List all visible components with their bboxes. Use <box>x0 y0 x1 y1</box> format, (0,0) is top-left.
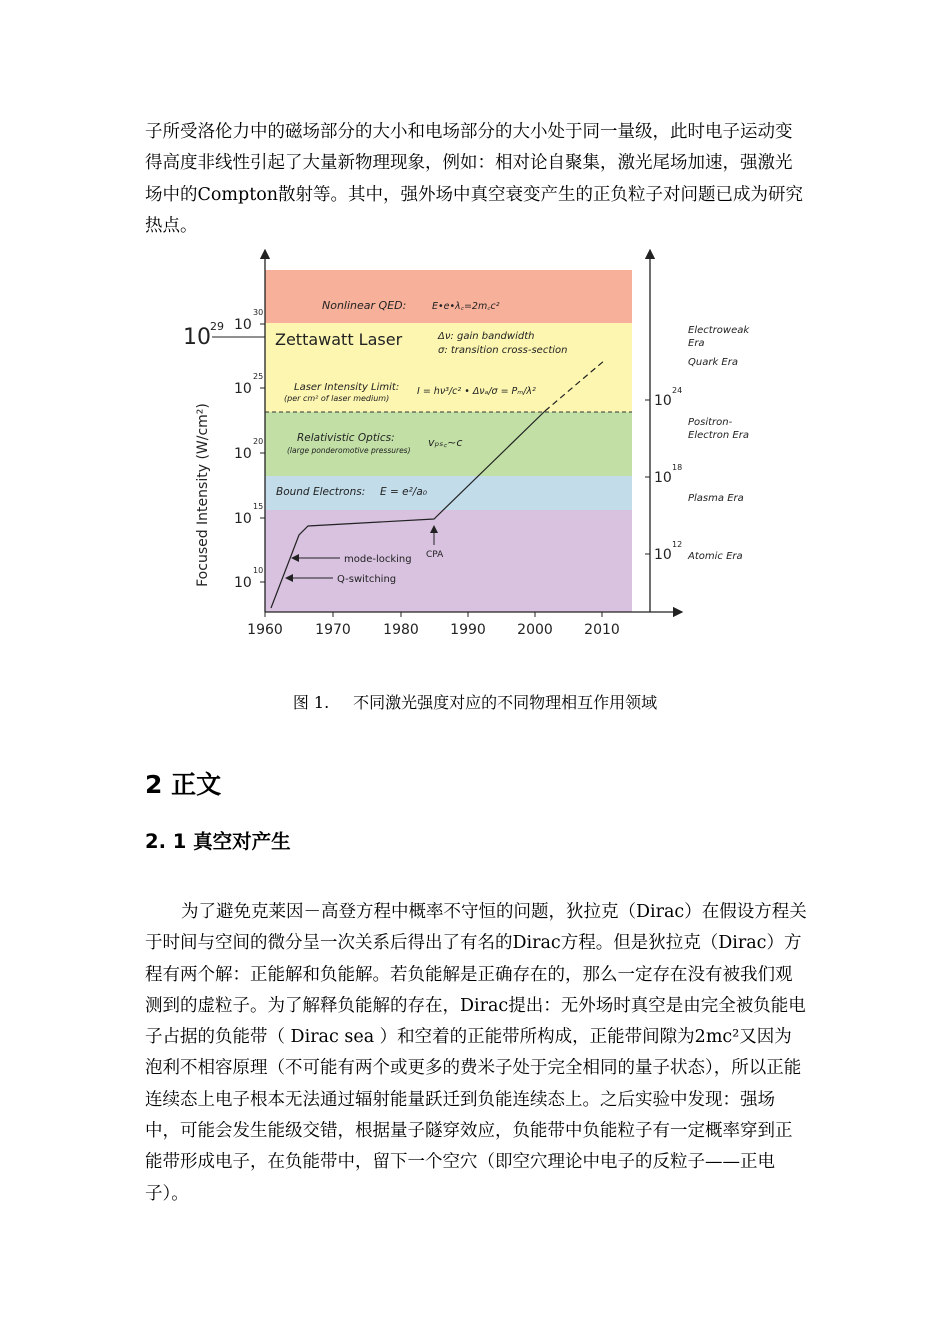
caption-text: 不同激光强度对应的不同物理相互作用领域 <box>353 693 658 712</box>
tick-1980: 1980 <box>383 622 419 638</box>
svg-text:25: 25 <box>253 372 264 381</box>
formula-relativistic: vₚₛ꜀~c <box>428 436 463 449</box>
formula-nonlinear-qed: E•e•λ꜀=2m꜀c² <box>432 301 500 312</box>
sub-relativistic: (large ponderomotive pressures) <box>287 446 411 455</box>
tick-1e20: 10 <box>234 446 252 462</box>
svg-text:18: 18 <box>672 463 683 472</box>
intro-text: 子所受洛伦力中的磁场部分的大小和电场部分的大小处于同一量级，此时电子运动变得高度非线性引起了大量新物理现象，例如：相对论自聚集，激光尾场加速，强激光场中的Compton散射等。其中，强外场中真空衰变产生的正负粒子对问题已成为研究热点。 <box>145 122 804 236</box>
formula-bound: E = e²/a₀ <box>380 486 427 498</box>
right-tick-1e18: 10 <box>654 470 672 486</box>
era-plasma: Plasma Era <box>688 493 744 504</box>
section-heading: 2 正文 <box>145 770 222 799</box>
svg-text:30: 30 <box>253 308 264 317</box>
right-tick-1e24: 10 <box>654 393 672 409</box>
marker-1e29-exp: 29 <box>210 320 224 333</box>
subsection-heading: 2. 1 真空对产生 <box>145 830 291 853</box>
tick-1e30: 10 <box>234 317 252 333</box>
svg-text:Era: Era <box>688 338 705 349</box>
annotation-q-switching: Q-switching <box>337 574 397 585</box>
svg-text:15: 15 <box>253 502 264 511</box>
annotation-cpa: CPA <box>426 550 444 560</box>
y-axis-label: Focused Intensity (W/cm²) <box>195 403 211 587</box>
tick-2010: 2010 <box>584 622 620 638</box>
annotation-mode-locking: mode-locking <box>344 554 412 565</box>
label-relativistic: Relativistic Optics: <box>297 432 395 444</box>
tick-1e15: 10 <box>234 511 252 527</box>
note-cross-section: σ: transition cross-section <box>438 345 568 356</box>
note-gain-bandwidth: Δν: gain bandwidth <box>438 331 535 342</box>
era-positron: Positron- <box>688 417 733 428</box>
era-electroweak: Electroweak <box>688 325 750 336</box>
caption-label: 图 1. <box>292 693 330 712</box>
label-bound: Bound Electrons: <box>276 486 366 498</box>
svg-text:10: 10 <box>253 566 264 575</box>
tick-1e25: 10 <box>234 381 252 397</box>
tick-1970: 1970 <box>315 622 351 638</box>
left-ticks <box>234 308 265 591</box>
marker-1e29-base: 10 <box>183 325 211 350</box>
era-quark: Quark Era <box>688 357 738 368</box>
era-atomic: Atomic Era <box>688 551 743 562</box>
x-ticks <box>247 612 620 638</box>
label-nonlinear-qed: Nonlinear QED: <box>322 299 407 312</box>
tick-1990: 1990 <box>450 622 486 638</box>
svg-text:Electron Era: Electron Era <box>688 430 749 441</box>
body-text: 为了避免克莱因－高登方程中概率不守恒的问题，狄拉克（Dirac）在假设方程关于时间与空间的微分呈一次关系后得出了有名的Dirac方程。但是狄拉克（Dirac）方程有两个解：正能解和负能解。若负能解是正确存在的，那么一定存在没有被我们观测到的虚粒子。为了解释负能解的存在，Dirac提出：无外场时真空是由完全被负能电子占据的负能带（ Dirac sea ）和空着的正能带所构成，正能带间隙为2mc²又因为泡利不相容原理（不可能有两个或更多的费米子处于完全相同的量子状态），所以正能连续态上电子根本无法通过辐射能量跃迁到负能连续态上。之后实验中发现：强场中，可能会发生能级交错，根据量子隧穿效应，负能带中负能粒子有一定概率穿到正能带形成电子，在负能带中，留下一个空穴（即空穴理论中电子的反粒子——正电子）。 <box>145 902 807 1204</box>
svg-text:20: 20 <box>253 437 264 446</box>
figure-caption <box>0 690 950 713</box>
svg-text:12: 12 <box>672 540 683 549</box>
body-paragraph <box>145 897 807 1210</box>
sub-laser-limit: (per cm² of laser medium) <box>284 394 390 403</box>
label-zettawatt: Zettawatt Laser <box>275 330 403 349</box>
tick-1960: 1960 <box>247 622 283 638</box>
band-nonlinear-qed <box>265 270 632 323</box>
svg-text:24: 24 <box>672 386 683 395</box>
tick-2000: 2000 <box>517 622 553 638</box>
label-laser-limit: Laser Intensity Limit: <box>294 382 400 393</box>
right-tick-1e12: 10 <box>654 547 672 563</box>
intro-paragraph <box>145 117 807 242</box>
era-labels <box>687 325 750 562</box>
tick-1e10: 10 <box>234 575 252 591</box>
laser-intensity-figure <box>180 245 750 645</box>
formula-laser-limit: I = hν³/c² • Δνₐ/σ = Pₘ/λ² <box>417 386 536 397</box>
